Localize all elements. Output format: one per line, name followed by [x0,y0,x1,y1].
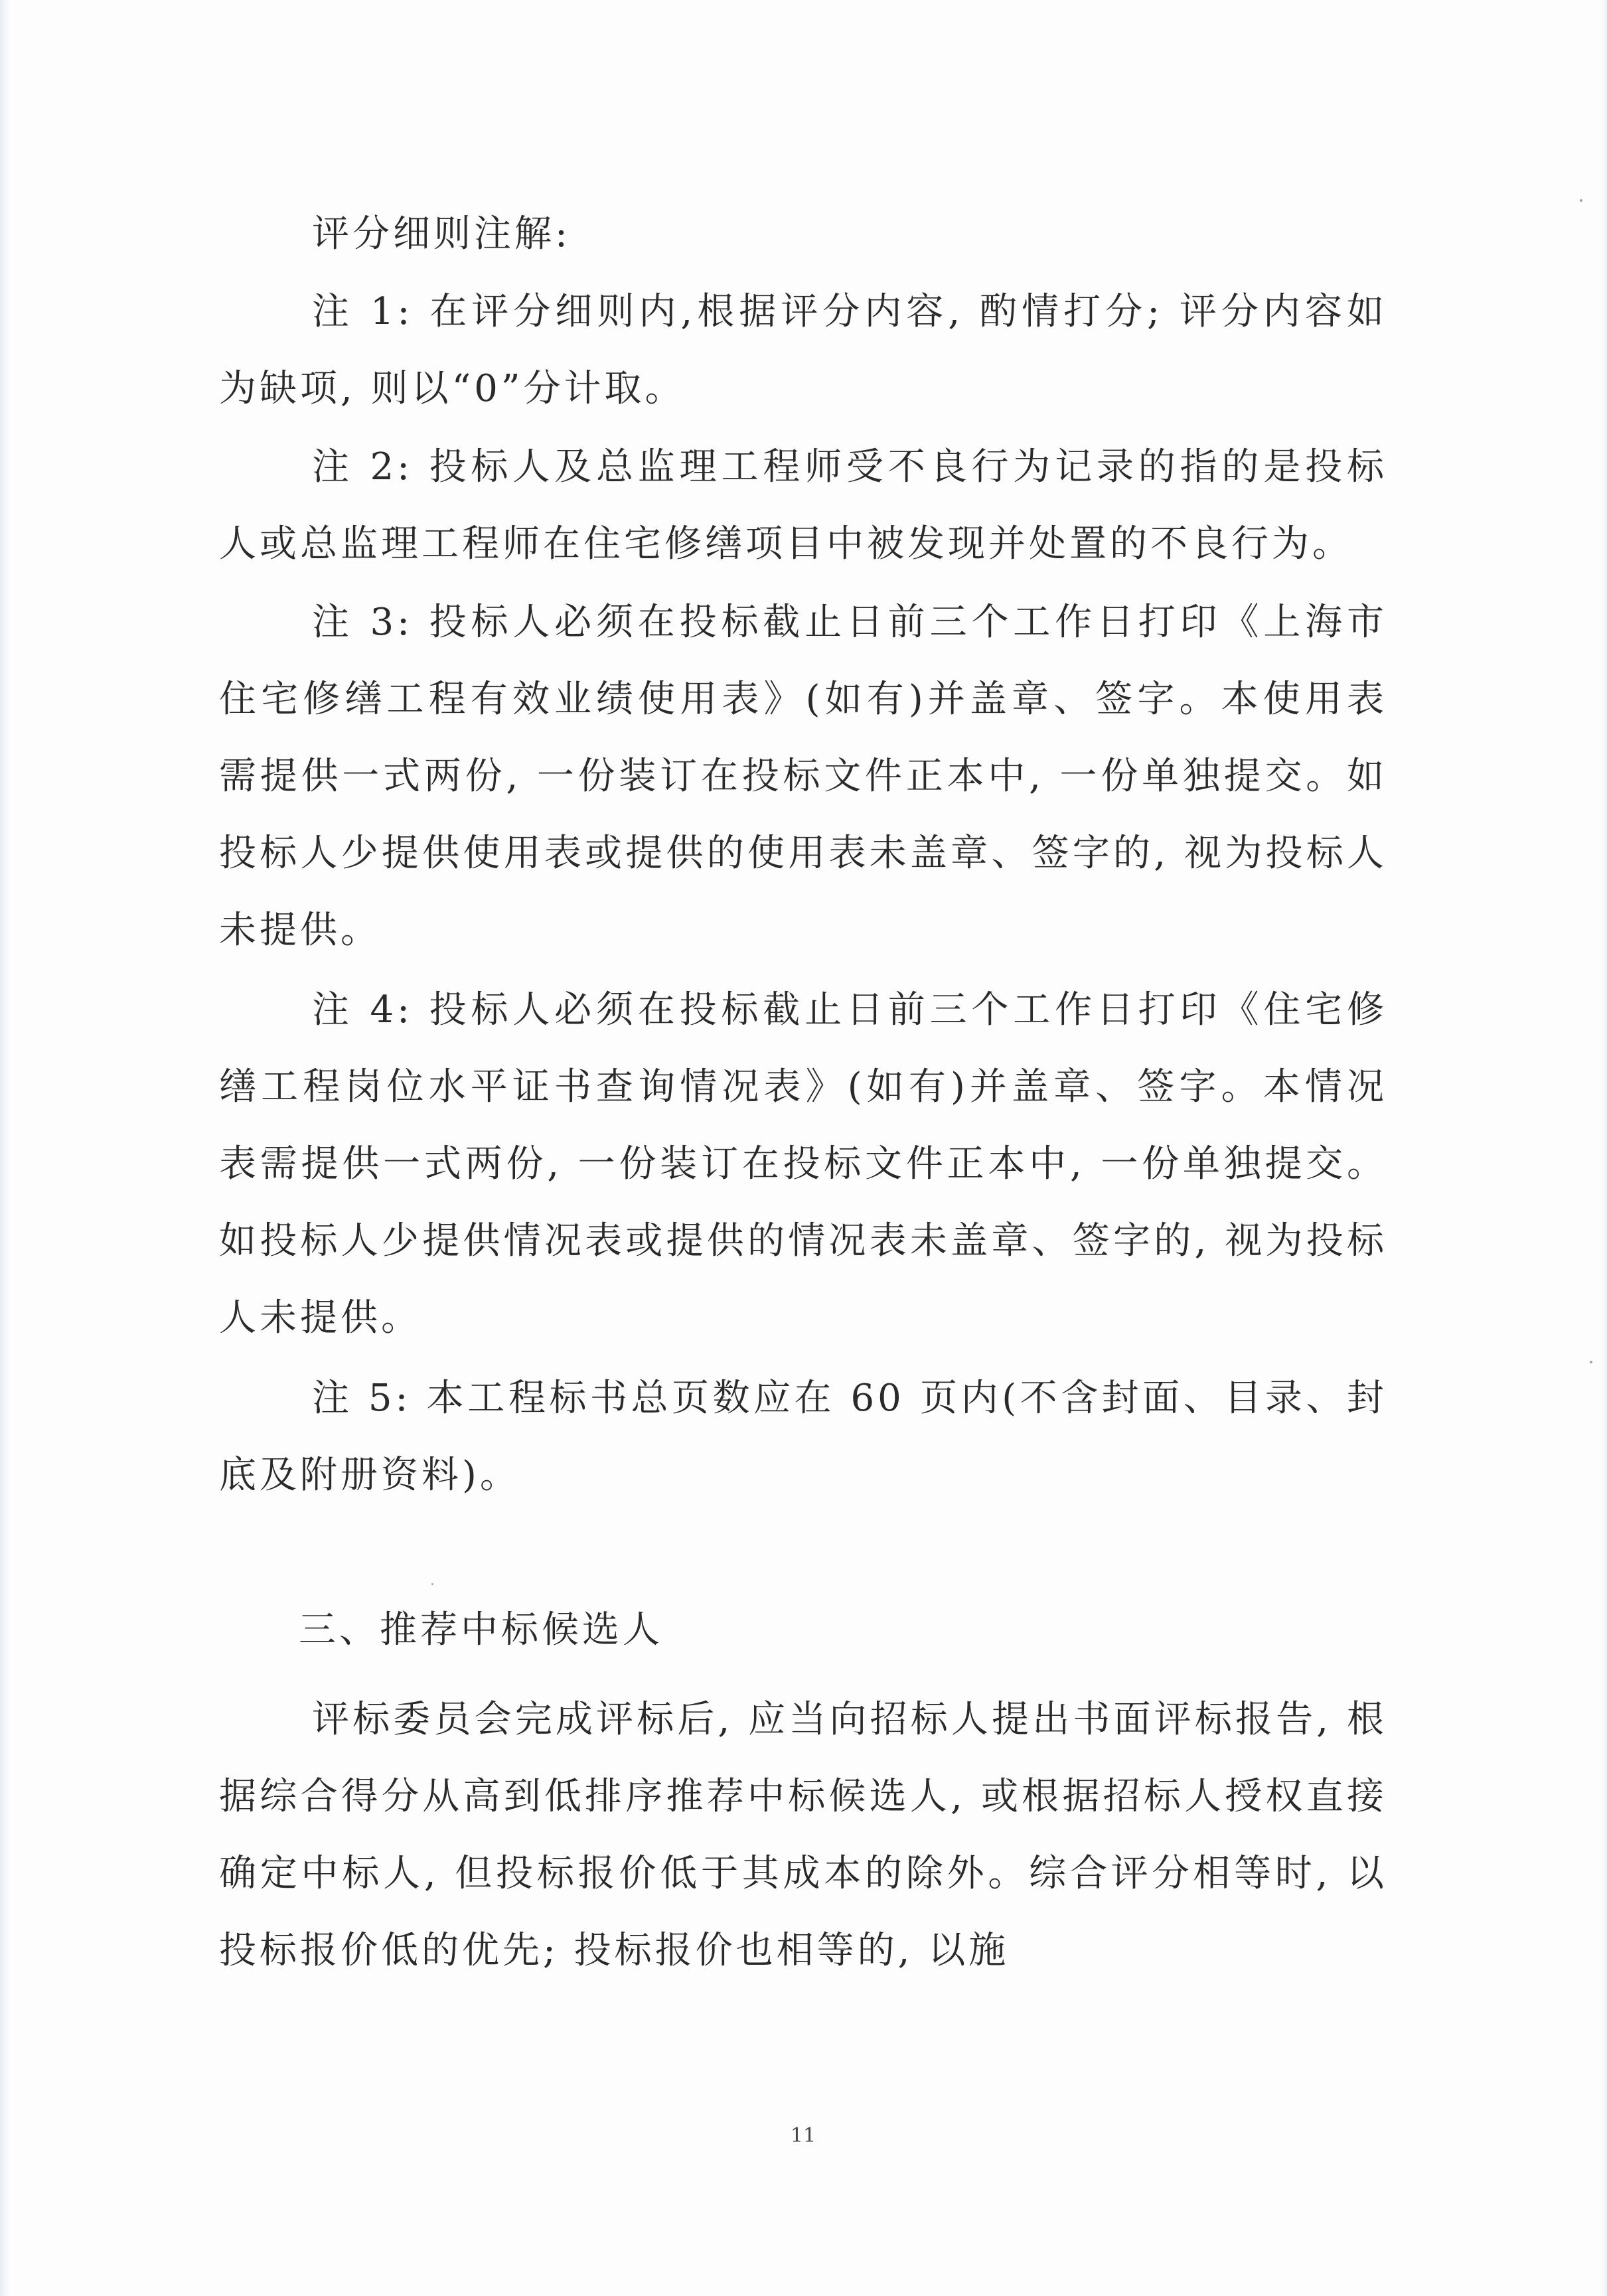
scan-edge-left [0,0,9,2296]
notes-heading: 评分细则注解: [312,212,571,256]
note-1: 注 1: 在评分细则内,根据评分内容, 酌情打分; 评分内容如为缺项, 则以“0”分计取。 [219,290,1387,410]
section-3-body: 评标委员会完成评标后, 应当向招标人提出书面评标报告, 根据综合得分从高到低排序推荐中标候选人, 或根据招标人授权直接确定中标人, 但投标报价低于其成本的除外。综合评分相等时, 以投标报价低的优先; 投标报价也相等的, 以施 [219,1698,1387,1972]
note-5: 注 5: 本工程标书总页数应在 60 页内(不含封面、目录、封底及附册资料)。 [219,1377,1387,1497]
scan-edge-right [1600,0,1607,2296]
scan-speck [431,1583,433,1585]
page-number: 11 [790,2124,816,2147]
note-2: 注 2: 投标人及总监理工程师受不良行为记录的指的是投标人或总监理工程师在住宅修缮项目中被发现并处置的不良行为。 [219,445,1387,566]
scan-speck [1590,1361,1592,1363]
section-3-heading: 三、推荐中标候选人 [299,1608,663,1651]
note-3: 注 3: 投标人必须在投标截止日前三个工作日打印《上海市住宅修缮工程有效业绩使用表》(如有)并盖章、签字。本使用表需提供一式两份, 一份装订在投标文件正本中, 一份单独提交。如投标人少提供使用表或提供的使用表未盖章、签字的, 视为投标人未提供。 [219,601,1387,952]
note-4: 注 4: 投标人必须在投标截止日前三个工作日打印《住宅修缮工程岗位水平证书查询情况表》(如有)并盖章、签字。本情况表需提供一式两份, 一份装订在投标文件正本中, 一份单独提交。如投标人少提供情况表或提供的情况表未盖章、签字的, 视为投标人未提供。 [219,988,1387,1339]
scan-speck [1580,199,1582,202]
